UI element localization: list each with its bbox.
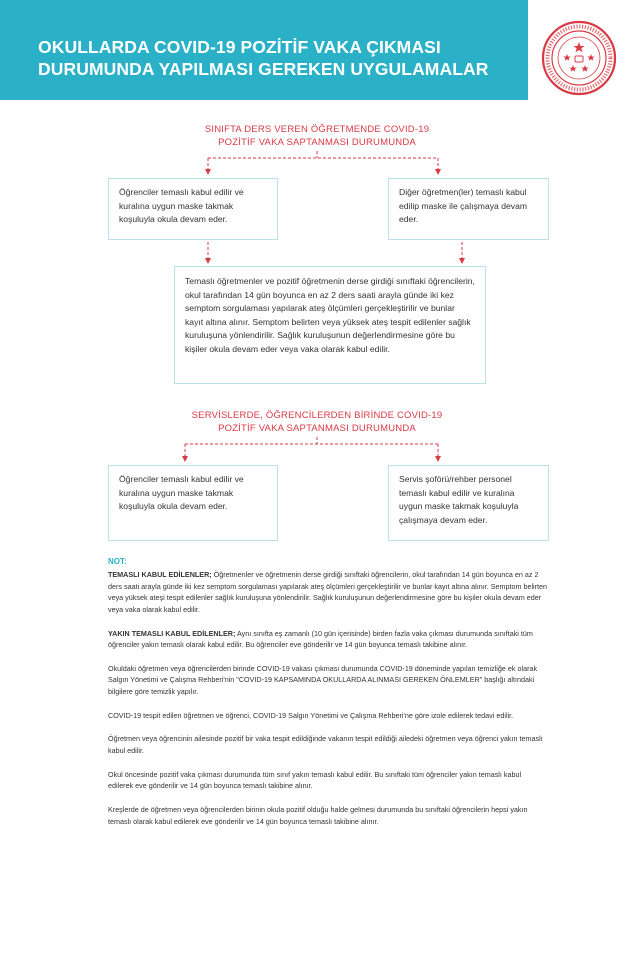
section-1-left-box: Öğrenciler temaslı kabul edilir ve kuralına uygun maske takmak koşuluyla okula devam eder. <box>108 178 278 240</box>
note-contact-title: TEMASLI KABUL EDİLENLER; <box>108 570 212 580</box>
page-title-line-1: OKULLARDA COVID-19 POZİTİF VAKA ÇIKMASI <box>38 37 441 57</box>
section-1-right-box: Diğer öğretmen(ler) temaslı kabul edilip maske ile çalışmaya devam eder. <box>388 178 549 240</box>
note-close-contact-text: Aynı sınıfta eş zamanlı (10 gün içerisinde) birden fazla vaka çıkması durumunda sınıftaki tüm öğrenciler yakın temaslı olarak kabul edilir. Bu öğrenciler eve gönderilir ve 14 gün boyunca temaslı takibine alınır. <box>108 628 533 649</box>
section-2-left-box: Öğrenciler temaslı kabul edilir ve kuralına uygun maske takmak koşuluyla okula devam eder. <box>108 465 278 541</box>
note-close-contact <box>108 628 548 651</box>
section-1-heading-line-1: SINIFTA DERS VEREN ÖĞRETMENDE COVID-19 <box>204 124 430 135</box>
note-nursery: Kreşlerde de öğretmen veya öğrencilerden birinin okula pozitif olduğu halde gelmesi durumunda bu sınıftaki öğrencilerin hepsi yakın temaslı olarak kabul edilerek eve gönderilir ve 14 gün boyunca temaslı takibine alınır. <box>108 805 528 826</box>
note-contact-text: Öğretmenler ve öğretmenin derse girdiği sınıftaki öğrencilerin, okul tarafından 14 gün boyunca en az 2 ders saati arayla günde iki kez semptom sorgulaması yapılarak ateş ölçümleri gerçekleştirilir ve bunlar kayıt altına alınır. Semptom belirten veya yüksek ateşi tespit edilenler sağlık kuruluşuna yönlendirilir. Sağlık kuruluşunun değerlendirmesine göre bu kişiler okula devam eder veya vaka olarak kabul edilir. <box>108 570 548 614</box>
section-2-heading-line-1: SERVİSLERDE, ÖĞRENCİLERDEN BİRİNDE COVID-19 <box>191 410 443 421</box>
note-preschool: Okul öncesinde pozitif vaka çıkması durumunda tüm sınıf yakın temaslı kabul edilir. Bu sınıftaki tüm öğrenciler yakın temaslı kabul edilerek eve gönderilir ve 14 gün boyunca temaslı takibine alınır. <box>108 769 522 791</box>
note-family-case: Öğretmen veya öğrencinin ailesinde pozitif bir vaka tespit edildiğinde vakanın tespit edildiği ailedeki öğretmen veya öğrenci yakın temaslı kabul edilir. <box>108 734 543 755</box>
notes-label: NOT: <box>108 557 127 566</box>
section-2-right-box: Servis şoförü/rehber personel temaslı kabul edilir ve kuralına uygun maske takmak koşuluyla çalışmaya devam eder. <box>388 465 549 541</box>
section-1-center-box: Temaslı öğretmenler ve pozitif öğretmenin derse girdiği sınıftaki öğrencilerin, okul tarafından 14 gün boyunca en az 2 ders saati arayla günde iki kez semptom sorgulaması yapılarak ateş ölçümleri gerçekleştirilir ve bunlar kayıt altına alınır. Semptom belirten veya yüksek ateş tespit edilenler sağlık kuruluşuna yönlendirilir. Sağlık kuruluşunun değerlendirmesine göre bu kişiler okula devam eder veya vaka olarak kabul edilir. <box>174 266 486 384</box>
notes-section <box>108 556 548 839</box>
page-title-line-2: DURUMUNDA YAPILMASI GEREKEN UYGULAMALAR <box>38 59 489 79</box>
section-1-heading-line-2: POZİTİF VAKA SAPTANMASI DURUMUNDA <box>218 137 416 148</box>
note-cleaning: Okuldaki öğretmen veya öğrencilerden birinde COVID-19 vakası çıkması durumunda COVID-19 döneminde yapılan temizliğe ek olarak Salgın Yönetimi ve Çalışma Rehberi'nin "COVID-19 KAPSAMINDA OKULLARDA ALINMASI GEREKEN ÖNLEMLER" başlığı altındaki bilgilere göre temizlik yapılır. <box>108 663 538 696</box>
note-contact <box>108 569 548 615</box>
note-isolation: COVID-19 tespit edilen öğretmen ve öğrenci, COVID-19 Salgın Yönetimi ve Çalışma Rehberi'ne göre izole edilerek tedavi edilir. <box>108 710 514 720</box>
section-2-heading-line-2: POZİTİF VAKA SAPTANMASI DURUMUNDA <box>218 423 416 434</box>
note-close-contact-title: YAKIN TEMASLI KABUL EDİLENLER; <box>108 628 236 638</box>
